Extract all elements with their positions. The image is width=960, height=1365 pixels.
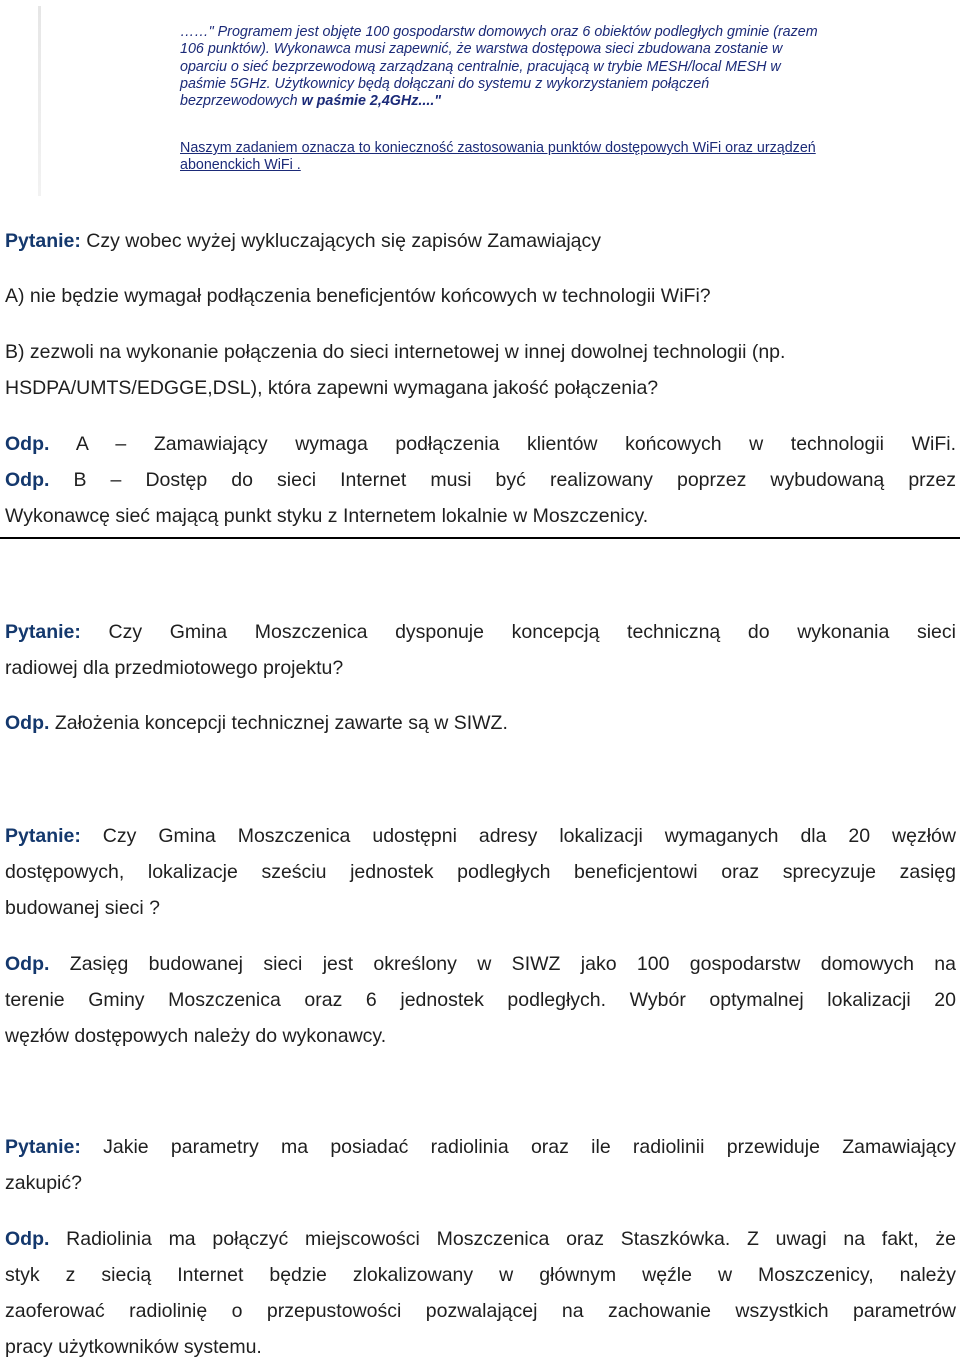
answer-text: Zasięg budowanej sieci jest określony w SIWZ jako 100 gospodarstw domowych na [49,953,956,975]
answer-1b-line: Wykonawcę sieć mającą punkt styku z Internetem lokalnie w Moszczenicy. [5,505,649,527]
question-label: Pytanie: [5,230,81,252]
option-b-line: HSDPA/UMTS/EDGGE,DSL), która zapewni wymagana jakość połączenia? [5,377,659,399]
answer-label: Odp. [5,469,50,491]
horizontal-rule [0,537,960,539]
question-1-text [5,223,956,259]
answer-text: B – Dostęp do sieci Internet musi być realizowany poprzez wybudowaną przez [49,469,956,491]
scan-line: 106 punktów). Wykonawca musi zapewnić, że warstwa dostępowa sieci zbudowana zostanie w [180,41,783,58]
option-a-text: A) nie będzie wymagał podłączenia beneficjentów końcowych w technologii WiFi? [5,285,711,307]
scanned-note [180,140,900,174]
scan-line-bold: w paśmie 2,4GHz...." [301,93,442,110]
question-2-line [5,614,956,650]
question-text: Czy Gmina Moszczenica udostępni adresy lokalizacji wymaganych dla 20 węzłów [80,825,956,847]
question-3 [5,818,956,926]
answer-4-line: styk z siecią Internet będzie zlokalizowany w głównym węźle w Moszczenicy, należy [5,1264,956,1286]
answer-2-line [5,705,956,741]
question-text: Czy wobec wyżej wykluczających się zapisów Zamawiający [80,230,602,252]
answer-2 [5,705,956,741]
answer-1a-line [5,426,956,462]
question-1 [5,223,956,259]
question-4-line: zakupić? [5,1172,82,1194]
question-label: Pytanie: [5,1136,81,1158]
question-4 [5,1129,956,1201]
answer-4 [5,1221,956,1365]
answer-label: Odp. [5,433,50,455]
question-label: Pytanie: [5,825,81,847]
answer-label: Odp. [5,1228,50,1250]
scan-edge-shadow [38,6,41,196]
question-1-option-a [5,278,956,314]
question-text: Czy Gmina Moszczenica dysponuje koncepcją techniczną do wykonania sieci [80,621,956,643]
answer-3-line [5,946,956,982]
question-3-line [5,818,956,854]
scan-note-line: abonenckich WiFi . [180,157,301,173]
answer-label: Odp. [5,712,50,734]
scanned-quote [180,24,900,110]
answer-3 [5,946,956,1054]
answer-3-line: węzłów dostępowych należy do wykonawcy. [5,1025,387,1047]
answer-4-line [5,1221,956,1257]
scan-line: paśmie 5GHz. Użytkownicy będą dołączani do systemu z wykorzystaniem połączeń [180,75,710,92]
scan-line: oparciu o sieć bezprzewodową zarządzaną centralnie, pracującą w trybie MESH/local MESH w [180,58,781,75]
option-b-line: B) zezwoli na wykonanie połączenia do sieci internetowej w innej dowolnej technologii (np. [5,341,786,363]
question-2 [5,614,956,686]
answer-text: Założenia koncepcji technicznej zawarte są w SIWZ. [49,712,508,734]
question-label: Pytanie: [5,621,81,643]
scanned-excerpt [0,0,960,200]
scan-line: ……" Programem jest objęte 100 gospodarstw domowych oraz 6 obiektów podległych gminie (razem [180,24,818,40]
scan-line-text: bezprzewodowych [180,93,302,110]
answer-1a [5,426,956,462]
answer-text: A – Zamawiający wymaga podłączenia klientów końcowych w technologii WiFi. [49,433,956,455]
scan-line [180,93,900,110]
question-3-line: dostępowych, lokalizacje sześciu jednostek podległych beneficjentowi oraz sprecyzuje zasięg [5,861,956,883]
scan-note-line: Naszym zadaniem oznacza to konieczność zastosowania punktów dostępowych WiFi oraz urządzeń [180,140,816,156]
answer-text: Radiolinia ma połączyć miejscowości Moszczenica oraz Staszkówka. Z uwagi na fakt, że [49,1228,956,1250]
answer-3-line: terenie Gminy Moszczenica oraz 6 jednostek podległych. Wybór optymalnej lokalizacji 20 [5,989,956,1011]
answer-1b-line [5,462,956,498]
question-1-option-b [5,334,956,406]
answer-label: Odp. [5,953,50,975]
question-2-line: radiowej dla przedmiotowego projektu? [5,657,344,679]
question-text: Jakie parametry ma posiadać radiolinia oraz ile radiolinii przewiduje Zamawiający [80,1136,956,1158]
answer-1b [5,462,956,534]
answer-4-line: zaoferować radiolinię o przepustowości pozwalającej na zachowanie wszystkich parametrów [5,1300,956,1322]
answer-4-line: pracy użytkowników systemu. [5,1336,262,1358]
question-4-line [5,1129,956,1165]
question-3-line: budowanej sieci ? [5,897,161,919]
